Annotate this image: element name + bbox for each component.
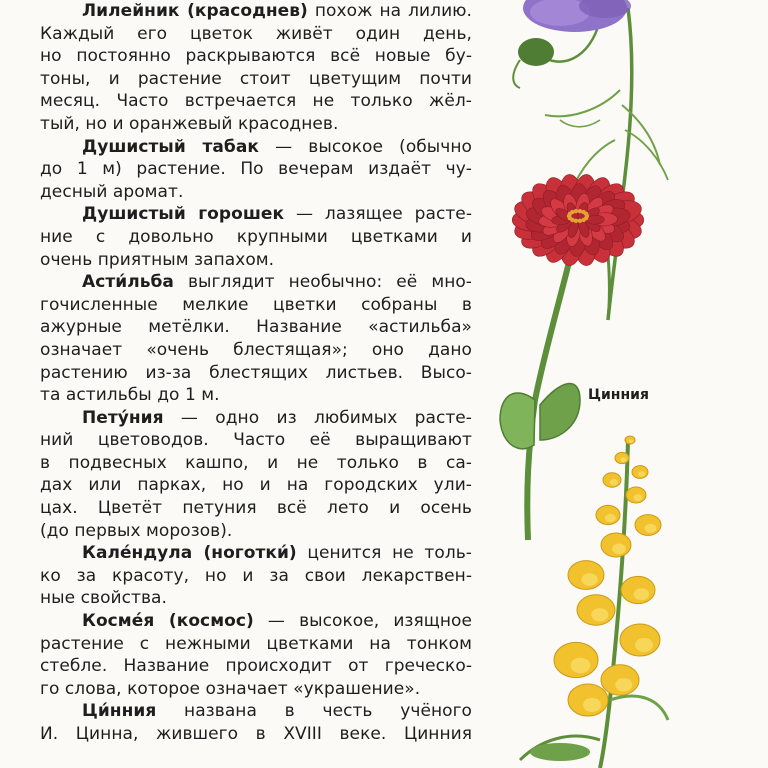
plant-name: Космéя (космос) (82, 611, 254, 632)
cosmos-flower (523, 0, 631, 32)
line-text: И. Цинна, жившего в XVIII веке. Цинния (40, 724, 472, 744)
text-line (40, 0, 472, 23)
text-line (40, 678, 472, 701)
line-text: ний цветоводов. Часто её выращивают (40, 430, 472, 451)
snapdragon-flower (554, 436, 661, 716)
text-line (40, 542, 472, 565)
line-text: десный аромат. (40, 181, 184, 202)
line-text: ко за красоту, но и за свои лекарствен- (40, 565, 472, 586)
line-text: тый, но и оранжевый красоднев. (40, 113, 339, 134)
line-text: означает «очень блестящая»; оно дано (40, 339, 472, 360)
text-line (40, 271, 472, 294)
line-text: растение с нежными цветками на тонком (40, 633, 472, 654)
entry-petunia (40, 407, 472, 543)
text-line (40, 113, 472, 136)
text-line (40, 723, 472, 746)
entry-sweet-pea (40, 203, 472, 271)
text-line (40, 520, 472, 543)
line-text: — высокое (обычно (258, 136, 472, 157)
line-text: — одно из любимых расте- (163, 407, 472, 428)
entry-calendula (40, 542, 472, 610)
text-line (40, 655, 472, 678)
line-text: ценится не толь- (296, 543, 472, 564)
line-text: та астильбы до 1 м. (40, 385, 220, 406)
plant-name: Кале́ндула (ноготки́) (82, 543, 297, 564)
line-text: в подвесных кашпо, и не только в са- (40, 452, 472, 473)
line-text: го слова, которое означает «украшение». (40, 678, 421, 699)
line-text: растению из-за блестящих листьев. Высо- (40, 362, 472, 383)
text-line (40, 68, 472, 91)
flower-illustration (490, 0, 768, 768)
text-line (40, 181, 472, 204)
zinnia-caption: Цинния (588, 387, 649, 403)
text-line (40, 294, 472, 317)
line-text: цах. Цветёт петуния всё лето и осень (40, 498, 472, 519)
line-text: ные свойства. (40, 588, 167, 609)
text-line (40, 565, 472, 588)
text-line (40, 497, 472, 520)
text-line (40, 474, 472, 497)
line-text: ние с довольно крупными цветками и (40, 226, 472, 247)
plant-name: Душистый горошек (82, 204, 285, 225)
plant-name: Асти́льба (82, 272, 174, 293)
line-text: месяц. Часто встречается не только жёл- (40, 91, 472, 112)
line-text: похож на лилию. (307, 1, 472, 21)
entry-tobacco (40, 136, 472, 204)
line-text: ажурные метёлки. Название «астильба» (40, 317, 472, 338)
text-line (40, 452, 472, 475)
cosmos-plant (513, 8, 668, 320)
text-line (40, 633, 472, 656)
text-line (40, 158, 472, 181)
plant-name: Лилейник (красоднев) (82, 1, 308, 21)
text-line (40, 384, 472, 407)
line-text: Каждый его цветок живёт один день, (40, 23, 472, 44)
text-line (40, 429, 472, 452)
line-text: выглядит необычно: её мно- (173, 272, 472, 293)
line-text: названа в честь учёного (156, 701, 472, 722)
line-text: очень приятным запахом. (40, 249, 275, 270)
line-text: стебле. Название происходит от греческо- (40, 656, 472, 677)
entry-cosmos (40, 610, 472, 700)
plant-name: Ци́нния (82, 701, 157, 722)
entry-zinnia (40, 700, 472, 745)
text-line (40, 90, 472, 113)
text-line (40, 700, 472, 723)
line-text: — высокое, изящное (253, 611, 472, 632)
article-text (40, 0, 472, 746)
text-line (40, 339, 472, 362)
line-text: до 1 м) растение. По вечерам издаёт чу- (40, 159, 472, 180)
text-line (40, 587, 472, 610)
text-line (40, 610, 472, 633)
text-line (40, 23, 472, 46)
line-text: (до первых морозов). (40, 520, 233, 541)
line-text: — лазящее расте- (284, 204, 472, 225)
text-line (40, 316, 472, 339)
line-text: гочисленные мелкие цветки собраны в (40, 294, 472, 315)
entry-astilbe (40, 271, 472, 407)
entry-daylily (40, 0, 472, 136)
plant-name: Душистый табак (82, 136, 259, 157)
text-line (40, 407, 472, 430)
line-text: но постоянно раскрываются всё новые бу- (40, 46, 472, 67)
text-line (40, 45, 472, 68)
line-text: дах или парках, но и на городских ули- (40, 475, 472, 496)
text-line (40, 136, 472, 159)
text-line (40, 203, 472, 226)
text-line (40, 226, 472, 249)
plant-name: Пету́ния (82, 407, 164, 428)
text-line (40, 362, 472, 385)
text-line (40, 249, 472, 272)
line-text: тоны, и растение стоит цветущим почти (40, 68, 472, 89)
